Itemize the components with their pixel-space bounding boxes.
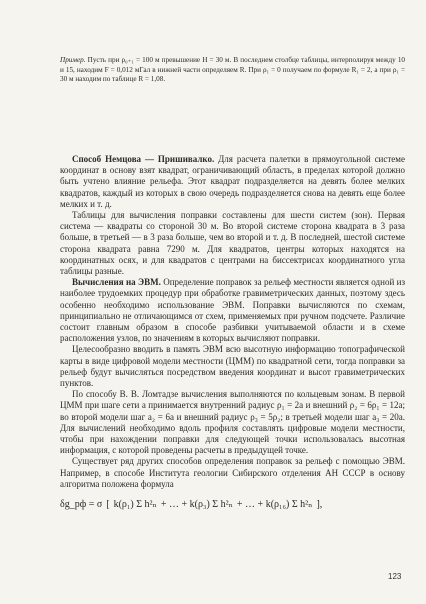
page-number: 123 — [388, 572, 402, 581]
paragraph — [60, 389, 405, 456]
paragraph — [60, 154, 405, 210]
paragraph-text: Целесообразно вводить в память ЭВМ всю высотную информацию топографической карты в виде цифровой модели местности (ЦММ) по квадратной сети, тогда поправки за рельеф будут вычисляться посредством введения координат и высот гравиметрических пунктов. — [60, 344, 405, 389]
formula — [60, 498, 405, 512]
formula-bracket-open: [ — [106, 499, 110, 510]
main-text — [60, 148, 405, 490]
example-text: Пусть при ρ₀₊₁ = 100 м превышение H = 30 м. В последнем столбце таблицы, интерполируя между 10 и 15, находим F = 0,012 мГал в нижней части определяем R. При ρ₁ = 0 получаем по формуле R₁ = 2, а при ρ₁ = 30 м находим по таблице R = 1,08. — [60, 56, 406, 84]
formula-term: + … + k(ρ₃) Σ h²ₙ — [160, 499, 233, 510]
paragraph-text: Определение поправок за рельеф местности является одной из наиболее трудоемких процедур при обработке гравиметрических данных, поэтому здесь особенно необходимо использование ЭВМ. Поправки вычисляются по схемам, принципиально не отличающимся от схем, применяемых при ручном подсчете. Различие состоит главным образом в способе разбивки учитываемой области и в схеме расположения узлов, по значениям в которых вычисляют поправки. — [60, 277, 406, 344]
paragraph — [60, 210, 405, 277]
paragraph-text: Таблицы для вычисления поправки составлены для шести систем (зон). Первая система — квадраты со стороной 30 м. Во второй системе сторона квадрата в 3 раза больше, в третьей — в 3 раза больше, чем во второй и т. д. В последней, шестой системе сторона квадрата равна 7290 м. Для квадратов, центры которых находятся на координатных осях, и для квадратов с центрами на биссектрисах координатного угла таблицы разные. — [60, 210, 405, 277]
paragraph-text: По способу В. В. Ломтадзе вычисления выполняются по кольцевым зонам. В первой ЦММ при шаге сети a принимается внутренний радиус ρ₁ = 2a и внешний ρ₂ = 6ρ₁ = 12a; во второй модели шаг a₂ = 6a и внешний радиус ρ₃ = 5ρ₂; в третьей модели шаг a₃ = 20a. Для вычислений необходимо вдоль профиля составлять цифровые модели местности, чтобы при нахождении поправки для следующей точки использовалась высотная информация, с которой проведены расчеты в предыдущей точке. — [60, 389, 405, 456]
paragraph — [60, 344, 405, 389]
formula-term: k(ρ₁) Σ h²ₙ — [113, 499, 157, 510]
section-heading: Способ Немцова — Пришивалко. — [72, 154, 215, 164]
formula-bracket-close: ], — [316, 499, 323, 510]
paragraph-text: Существует ряд других способов определения поправок за рельеф с помощью ЭВМ. Например, в способе Института геологии Сибирского отделения АН СССР в основу алгоритма положена формула — [60, 456, 405, 489]
example-block — [60, 56, 405, 85]
paragraph — [60, 456, 405, 490]
paragraph-text: Для расчета палетки в прямоугольной системе координат в основу взят квадрат, ограничивающий область, в пределах которой должно быть учтено влияние рельефа. Этот квадрат подразделяется на девять более мелких квадратов, каждый из которых в свою очередь подразделяется снова на девять еще более мелких и т. д. — [60, 154, 405, 209]
formula-term: + … + k(ρ₁₆) Σ h²ₙ — [236, 499, 313, 510]
section-heading: Вычисления на ЭВМ. — [72, 277, 161, 288]
formula-lhs: δg_рф = σ — [60, 499, 103, 510]
paragraph — [60, 277, 405, 344]
example-label: Пример. — [60, 56, 86, 64]
